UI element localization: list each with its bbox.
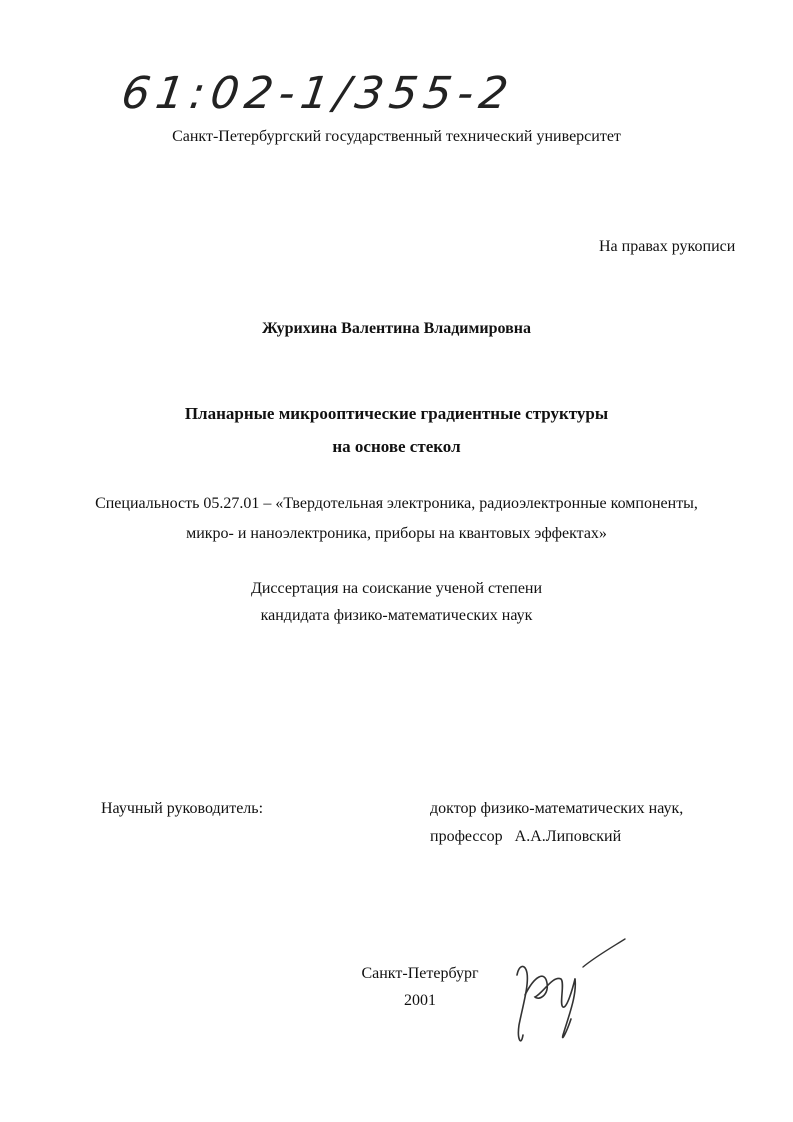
manuscript-note: На правах рукописи — [599, 238, 736, 255]
dissertation-title-line2: на основе стекол — [332, 437, 461, 456]
specialty-line2: микро- и наноэлектроника, приборы на квантовых эффектах» — [186, 525, 607, 542]
dissertation-title-line1: Планарные микрооптические градиентные структуры — [184, 404, 609, 423]
city: Санкт-Петербург — [361, 965, 479, 982]
supervisor-label: Научный руководитель: — [101, 800, 264, 817]
degree-line1: Диссертация на соискание ученой степени — [250, 580, 543, 597]
handwritten-signature — [505, 935, 635, 1055]
supervisor-degree: доктор физико-математических наук, — [430, 800, 684, 817]
specialty-line1: Специальность 05.27.01 – «Твердотельная электроника, радиоэлектронные компоненты, — [95, 495, 698, 512]
handwritten-archive-code: 61:02-1/355-2 — [118, 68, 518, 119]
supervisor-name: профессор А.А.Липовский — [430, 828, 622, 845]
author-name: Журихина Валентина Владимировна — [262, 320, 531, 337]
institution-name: Санкт-Петербургский государственный технический университет — [172, 128, 621, 145]
degree-line2: кандидата физико-математических наук — [260, 607, 533, 624]
year: 2001 — [404, 992, 436, 1009]
